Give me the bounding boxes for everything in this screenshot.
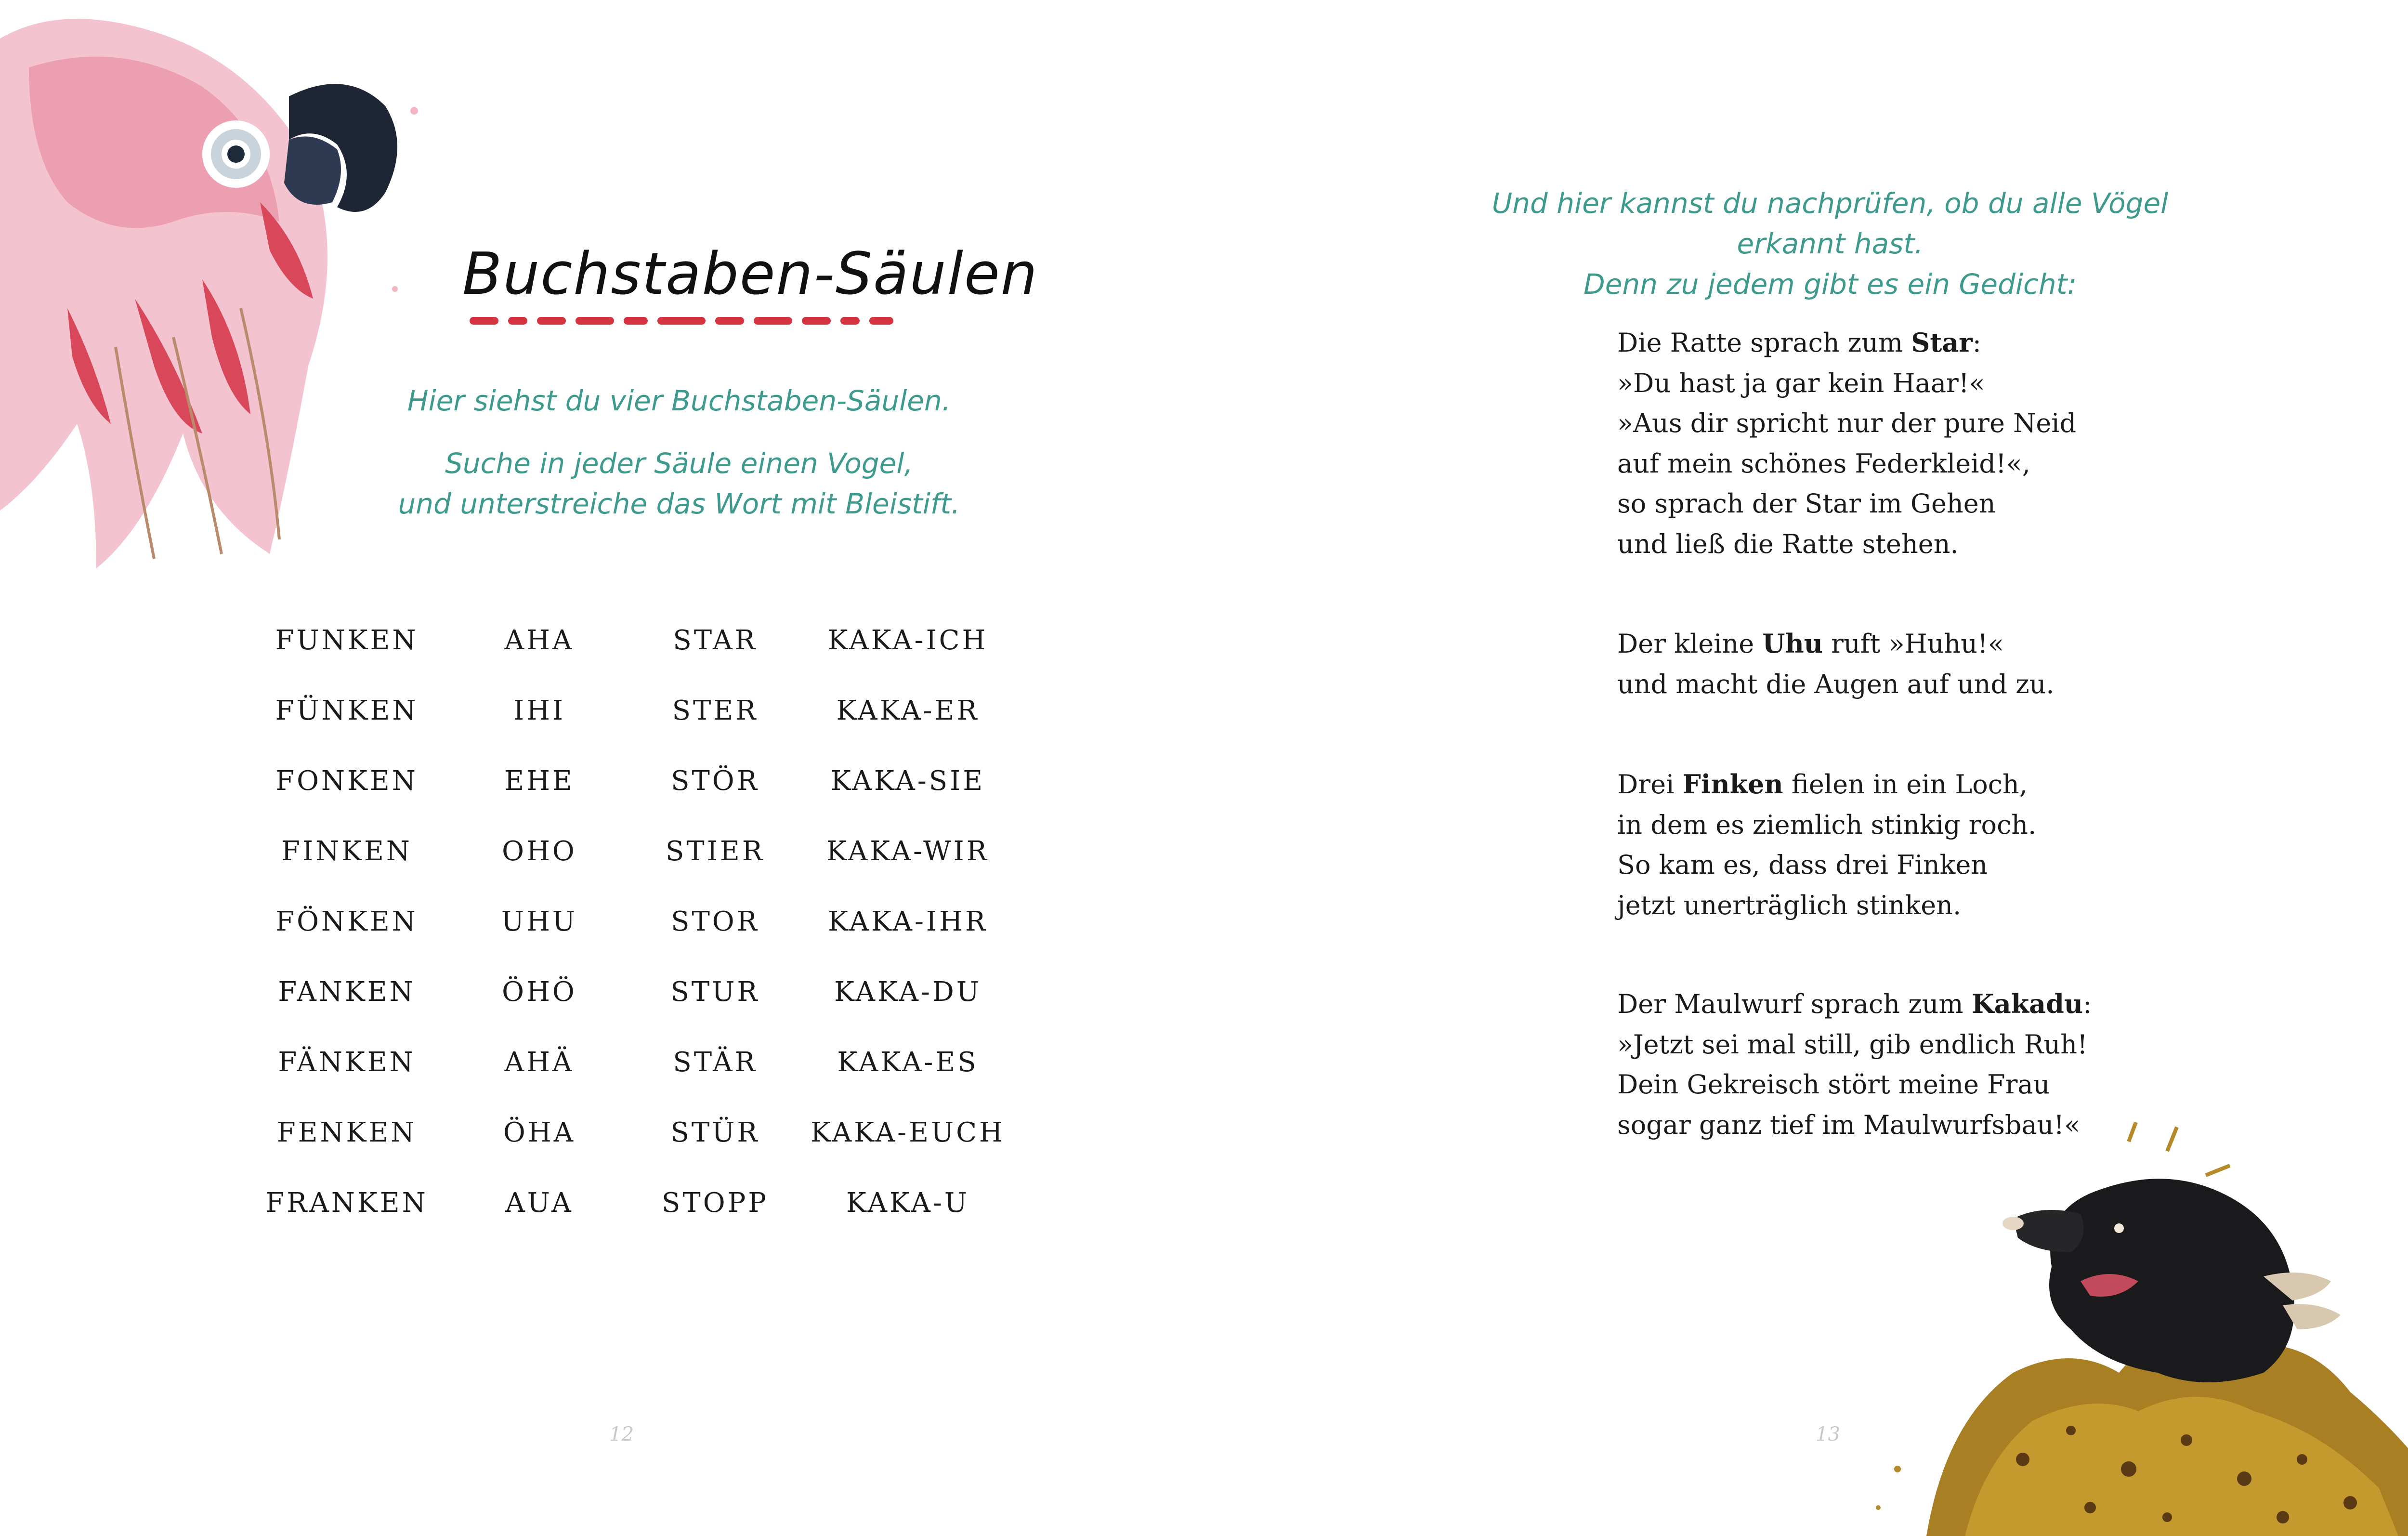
- grid-word: KAKA-SIE: [830, 765, 985, 797]
- poem-uhu: [1617, 624, 2243, 704]
- grid-word: STAR: [673, 625, 758, 656]
- grid-word: FRANKEN: [265, 1187, 428, 1219]
- poem-line-text: »Jetzt sei mal still, gib endlich Ruh!: [1617, 1029, 2088, 1060]
- poem-line-text: Der kleine: [1617, 629, 1763, 659]
- grid-word: KAKA-EUCH: [811, 1117, 1005, 1148]
- poem-line: [1617, 363, 2243, 404]
- grid-word: FÜNKEN: [275, 695, 419, 726]
- poem-line: [1617, 885, 2243, 926]
- grid-word: KAKA-IHR: [827, 906, 988, 937]
- grid-word: FONKEN: [275, 765, 418, 797]
- poem-line-text: :: [2083, 989, 2092, 1019]
- poem-line: [1617, 403, 2243, 444]
- bird-name: Finken: [1682, 769, 1783, 800]
- bird-name: Uhu: [1762, 628, 1823, 659]
- grid-word: AHÄ: [504, 1047, 575, 1078]
- poem-line-text: und ließ die Ratte stehen.: [1617, 528, 1959, 559]
- grid-word: AUA: [505, 1187, 574, 1219]
- poem-line: [1617, 1024, 2243, 1065]
- bird-name: Kakadu: [1971, 988, 2083, 1019]
- bird-name: Star: [1911, 327, 1973, 358]
- grid-word: STIER: [666, 836, 765, 867]
- grid-word: STOPP: [662, 1187, 769, 1219]
- title-underline: [470, 313, 893, 328]
- poem-finken: [1617, 764, 2243, 925]
- poem-line-text: »Aus dir spricht nur der pure Neid: [1617, 408, 2077, 438]
- grid-word: ÖHA: [503, 1117, 576, 1148]
- grid-word: STER: [672, 695, 759, 726]
- poem-line: [1617, 984, 2243, 1024]
- poem-line-text: jetzt unerträglich stinken.: [1617, 890, 1962, 920]
- grid-word: FÖNKEN: [275, 906, 418, 937]
- instruction-line-2b: und unterstreiche das Wort mit Bleistift.: [398, 487, 960, 520]
- page-number-right: 13: [1816, 1423, 1840, 1445]
- poem-line: [1617, 484, 2243, 524]
- grid-word: FINKEN: [281, 836, 412, 867]
- poem-line: [1617, 845, 2243, 885]
- poem-line-text: so sprach der Star im Gehen: [1617, 488, 1996, 519]
- grid-word: KAKA-ER: [836, 695, 980, 726]
- poem-line-text: :: [1972, 328, 1981, 358]
- answers-header-line-1: Und hier kannst du nachprüfen, ob du alle Vögel erkannt hast.: [1492, 187, 2169, 260]
- poem-line-text: Drei: [1617, 769, 1683, 800]
- grid-word: STUR: [670, 976, 760, 1008]
- poem-line: [1617, 1064, 2243, 1105]
- cockatoo-illustration: [0, 0, 433, 602]
- grid-word: IHI: [513, 695, 566, 726]
- grid-word: FANKEN: [278, 976, 416, 1008]
- letter-columns-grid: [250, 621, 1021, 1254]
- poem-line: [1617, 805, 2243, 845]
- poem-line-text: in dem es ziemlich stinkig roch.: [1617, 809, 2037, 840]
- poem-line-text: und macht die Augen auf und zu.: [1617, 669, 2055, 699]
- poem-line-text: Der Maulwurf sprach zum: [1617, 989, 1972, 1019]
- poem-line-text: sogar ganz tief im Maulwurfsbau!«: [1617, 1109, 2081, 1140]
- answers-header: [1435, 183, 2225, 304]
- poem-line: [1617, 624, 2243, 664]
- grid-word: KAKA-WIR: [826, 836, 989, 867]
- grid-word: FENKEN: [276, 1117, 417, 1148]
- poem-line-text: So kam es, dass drei Finken: [1617, 850, 1988, 880]
- grid-word: KAKA-DU: [834, 976, 982, 1008]
- poem-line-text: ruft »Huhu!«: [1822, 629, 2004, 659]
- page-number-left: 12: [609, 1423, 634, 1445]
- grid-word: AHA: [504, 625, 575, 656]
- instruction-line-2a: Suche in jeder Säule einen Vogel,: [445, 447, 913, 480]
- grid-word: UHU: [501, 906, 578, 937]
- grid-word: STÄR: [673, 1047, 758, 1078]
- instruction-line-2: [385, 443, 973, 524]
- grid-word: STÖR: [671, 765, 759, 797]
- poem-line: [1617, 664, 2243, 705]
- grid-word: FÄNKEN: [278, 1047, 416, 1078]
- grid-word: OHO: [502, 836, 577, 867]
- poem-line-text: »Du hast ja gar kein Haar!«: [1617, 368, 1985, 398]
- grid-word: KAKA-ICH: [827, 625, 988, 656]
- grid-word: KAKA-U: [846, 1187, 970, 1219]
- grid-word: KAKA-ES: [837, 1047, 979, 1078]
- grid-word: FUNKEN: [275, 625, 419, 656]
- poem-line: [1617, 444, 2243, 484]
- page-title: Buchstaben-Säulen: [462, 241, 1038, 308]
- poem-line: [1617, 524, 2243, 565]
- grid-word: ÖHÖ: [502, 976, 577, 1008]
- answers-header-line-2: Denn zu jedem gibt es ein Gedicht:: [1584, 268, 2077, 301]
- poem-line-text: Die Ratte sprach zum: [1617, 328, 1911, 358]
- poem-star: [1617, 323, 2243, 564]
- mole-illustration: [1869, 1122, 2408, 1536]
- instruction-line-1: Hier siehst du vier Buchstaben-Säulen.: [407, 384, 951, 417]
- poem-line-text: fielen in ein Loch,: [1783, 769, 2028, 800]
- poem-kakadu: [1617, 984, 2243, 1145]
- poem-line: [1617, 323, 2243, 363]
- poem-line-text: auf mein schönes Federkleid!«,: [1617, 448, 2030, 479]
- grid-word: STÜR: [670, 1117, 760, 1148]
- grid-word: EHE: [504, 765, 575, 797]
- grid-word: STOR: [671, 906, 759, 937]
- poem-line-text: Dein Gekreisch stört meine Frau: [1617, 1069, 2050, 1100]
- poem-line: [1617, 764, 2243, 805]
